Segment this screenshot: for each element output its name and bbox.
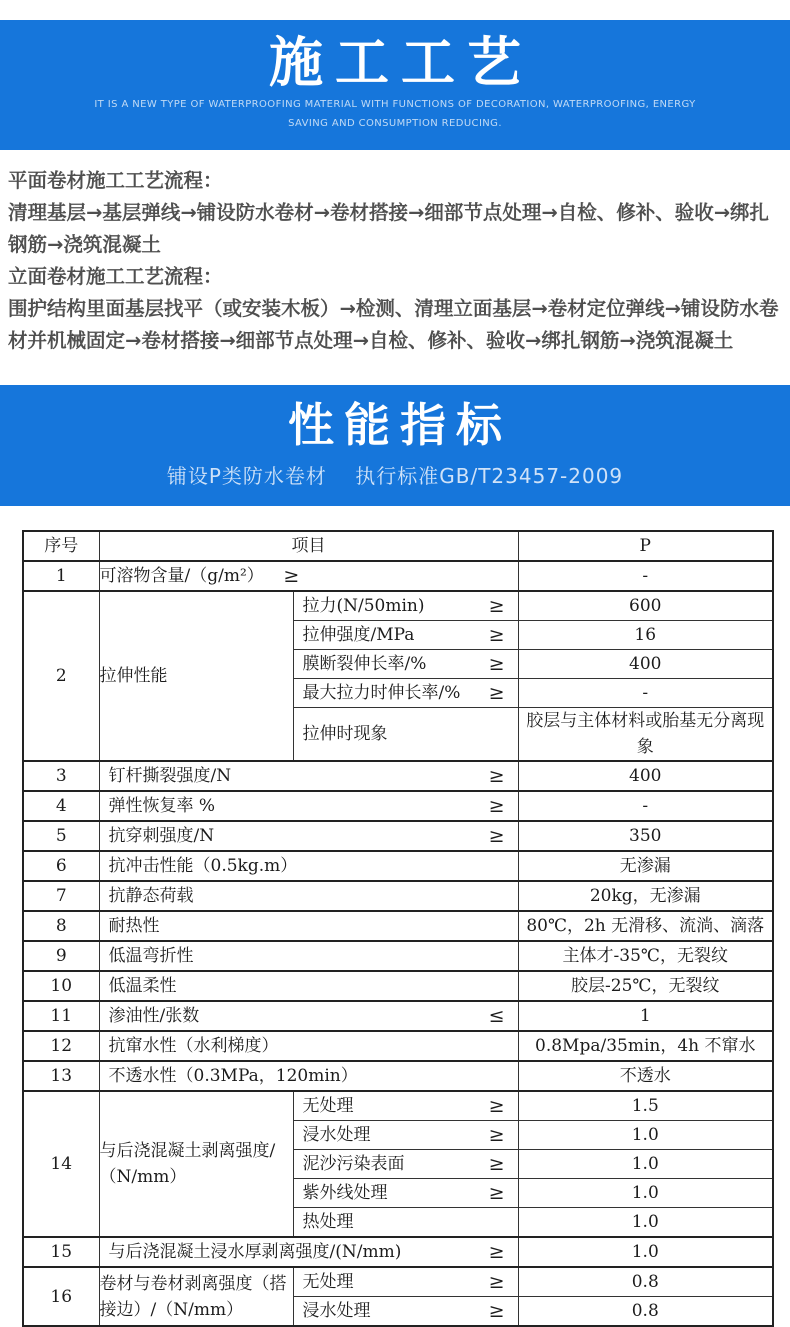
ge-symbol: ≥: [488, 682, 505, 704]
table-row: [23, 911, 773, 941]
process-flow-section: [0, 150, 790, 367]
criterion-label: 膜断裂伸长率/%: [302, 654, 427, 674]
ge-symbol: ≥: [488, 1124, 505, 1146]
row-value: 1.0: [518, 1150, 773, 1179]
header-item: 项目: [99, 531, 518, 561]
table-row: [23, 941, 773, 971]
banner2-subtitle: 铺设P类防水卷材 执行标准GB/T23457-2009: [166, 464, 624, 488]
row-no: 4: [23, 791, 99, 821]
ge-symbol: ≥: [488, 1271, 505, 1293]
table-row: [23, 971, 773, 1001]
table-row: [23, 1031, 773, 1061]
spec-table: [22, 530, 774, 1327]
row-value: -: [518, 679, 773, 708]
table-row: [23, 821, 773, 851]
row-no: 10: [23, 971, 99, 1001]
criterion-label: 拉力(N/50min): [302, 596, 425, 616]
row-label: 钉杆撕裂强度/N: [108, 766, 232, 786]
row-value: 350: [518, 821, 773, 851]
vertical-flow-heading: 立面卷材施工工艺流程：: [8, 265, 223, 288]
table-row: [23, 1001, 773, 1031]
table-row: [23, 561, 773, 591]
row-no: 12: [23, 1031, 99, 1061]
header-no: 序号: [23, 531, 99, 561]
row-label: 卷材与卷材剥离强度（搭接边）/（N/mm）: [99, 1267, 293, 1326]
table-row: [23, 591, 773, 621]
banner2-title: 性能指标: [288, 398, 512, 452]
row-label: 耐热性: [108, 916, 160, 936]
header-p: P: [518, 531, 773, 561]
criterion-label: 拉伸强度/MPa: [302, 625, 415, 645]
ge-symbol: ≥: [488, 653, 505, 675]
row-label: 不透水性（0.3MPa，120min）: [108, 1066, 358, 1086]
flat-flow-text: 清理基层→基层弹线→铺设防水卷材→卷材搭接→细部节点处理→自检、修补、验收→绑扎钢筋→浇筑混凝土: [8, 201, 770, 256]
row-label: 低温弯折性: [108, 946, 194, 966]
row-label: 渗油性/张数: [108, 1006, 200, 1026]
row-value: 400: [518, 761, 773, 791]
row-label: 可溶物含量/（g/m²）: [99, 566, 264, 586]
table-row: [23, 1091, 773, 1121]
row-value: 胶层-25℃，无裂纹: [518, 971, 773, 1001]
row-value: -: [518, 561, 773, 591]
table-row: [23, 761, 773, 791]
row-label: 抗窜水性（水利梯度）: [108, 1036, 279, 1056]
le-symbol: ≤: [488, 1005, 505, 1027]
row-no: 2: [23, 591, 99, 761]
row-no: 7: [23, 881, 99, 911]
row-no: 8: [23, 911, 99, 941]
banner1-subtitle-line1: IT IS A NEW TYPE OF WATERPROOFING MATERIAL WITH FUNCTIONS OF DECORATION, WATERPROOFING, ENERGY: [94, 99, 696, 110]
row-label: 抗冲击性能（0.5kg.m）: [108, 856, 298, 876]
row-no: 5: [23, 821, 99, 851]
row-label: 拉伸性能: [99, 591, 293, 761]
ge-symbol: ≥: [488, 795, 505, 817]
table-row: [23, 851, 773, 881]
ge-symbol: ≥: [283, 565, 300, 587]
row-value: 1: [518, 1001, 773, 1031]
criterion-label: 浸水处理: [302, 1125, 371, 1145]
row-value: 无渗漏: [518, 851, 773, 881]
row-value: 16: [518, 621, 773, 650]
ge-symbol: ≥: [488, 1182, 505, 1204]
row-value: 80℃，2h 无滑移、流淌、滴落: [518, 911, 773, 941]
row-value: 0.8: [518, 1267, 773, 1297]
criterion-label: 紫外线处理: [302, 1183, 388, 1203]
table-row: [23, 1061, 773, 1091]
row-no: 3: [23, 761, 99, 791]
criterion-label: 最大拉力时伸长率/%: [302, 683, 461, 703]
row-label: 抗穿刺强度/N: [108, 826, 215, 846]
row-value: 400: [518, 650, 773, 679]
criterion-label: 拉伸时现象: [302, 724, 388, 744]
row-no: 13: [23, 1061, 99, 1091]
spec-table-wrapper: [22, 530, 772, 1327]
table-row: [23, 791, 773, 821]
row-no: 6: [23, 851, 99, 881]
table-row: [23, 1267, 773, 1297]
row-label: 与后浇混凝土剥离强度/（N/mm）: [99, 1091, 293, 1237]
row-no: 11: [23, 1001, 99, 1031]
row-label: 抗静态荷载: [108, 886, 194, 906]
banner1-subtitle-line2: SAVING AND CONSUMPTION REDUCING.: [288, 118, 502, 129]
row-value: 胶层与主体材料或胎基无分离现象: [518, 708, 773, 762]
ge-symbol: ≥: [488, 1300, 505, 1322]
performance-banner: [0, 385, 790, 506]
row-label: 弹性恢复率 %: [108, 796, 216, 816]
row-no: 14: [23, 1091, 99, 1237]
criterion-label: 浸水处理: [302, 1301, 371, 1321]
row-value: 0.8: [518, 1297, 773, 1327]
ge-symbol: ≥: [488, 1241, 505, 1263]
banner1-title: 施工工艺: [269, 31, 533, 94]
table-header-row: [23, 531, 773, 561]
ge-symbol: ≥: [488, 765, 505, 787]
criterion-label: 泥沙污染表面: [302, 1154, 405, 1174]
row-value: 1.0: [518, 1179, 773, 1208]
ge-symbol: ≥: [488, 624, 505, 646]
row-value: 不透水: [518, 1061, 773, 1091]
ge-symbol: ≥: [488, 825, 505, 847]
row-label: 与后浇混凝土浸水厚剥离强度/(N/mm): [108, 1242, 402, 1262]
table-row: [23, 1237, 773, 1267]
criterion-label: 无处理: [302, 1272, 354, 1292]
row-value: 1.5: [518, 1091, 773, 1121]
row-no: 16: [23, 1267, 99, 1326]
row-value: 1.0: [518, 1208, 773, 1238]
vertical-flow-text: 围护结构里面基层找平（或安装木板）→检测、清理立面基层→卷材定位弹线→铺设防水卷材并机械固定→卷材搭接→细部节点处理→自检、修补、验收→绑扎钢筋→浇筑混凝土: [8, 297, 779, 352]
row-no: 9: [23, 941, 99, 971]
criterion-label: 无处理: [302, 1096, 354, 1116]
construction-process-banner: [0, 20, 790, 150]
row-value: -: [518, 791, 773, 821]
row-no: 15: [23, 1237, 99, 1267]
table-row: [23, 881, 773, 911]
criterion-label: 热处理: [302, 1212, 354, 1232]
row-no: 1: [23, 561, 99, 591]
row-value: 0.8Mpa/35min，4h 不窜水: [518, 1031, 773, 1061]
row-label: 低温柔性: [108, 976, 177, 996]
flat-flow-heading: 平面卷材施工工艺流程：: [8, 169, 223, 192]
ge-symbol: ≥: [488, 595, 505, 617]
ge-symbol: ≥: [488, 1153, 505, 1175]
row-value: 20kg，无渗漏: [518, 881, 773, 911]
ge-symbol: ≥: [488, 1095, 505, 1117]
row-value: 主体才-35℃，无裂纹: [518, 941, 773, 971]
row-value: 1.0: [518, 1237, 773, 1267]
row-value: 600: [518, 591, 773, 621]
row-value: 1.0: [518, 1121, 773, 1150]
